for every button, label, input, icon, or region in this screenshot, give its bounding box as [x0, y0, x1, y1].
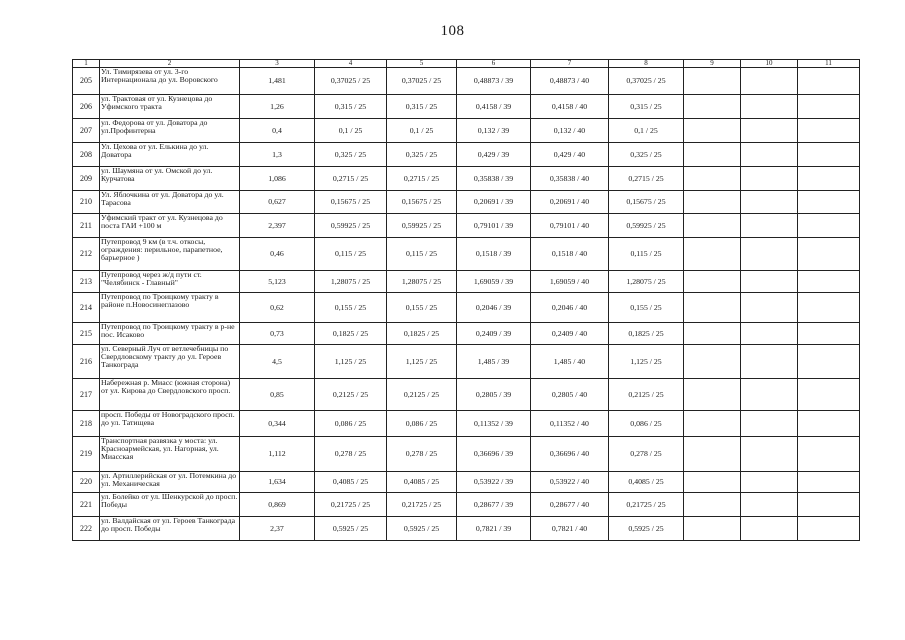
col8-value: 0,1 / 25 [609, 119, 684, 143]
table-row [73, 119, 860, 143]
col5-value: 0,155 / 25 [387, 293, 457, 323]
col6-value: 0,7821 / 39 [457, 517, 531, 541]
road-name: ул. Шаумяна от ул. Омской до ул. Курчатова [100, 167, 240, 191]
col11-value [798, 191, 860, 214]
col5-value: 1,28075 / 25 [387, 271, 457, 293]
column-header: 3 [240, 60, 315, 68]
col8-value: 1,125 / 25 [609, 345, 684, 379]
col10-value [741, 143, 798, 167]
row-number: 217 [73, 379, 100, 411]
col5-value: 0,086 / 25 [387, 411, 457, 437]
col11-value [798, 68, 860, 95]
col5-value: 0,59925 / 25 [387, 214, 457, 238]
col4-value: 0,4085 / 25 [315, 472, 387, 493]
road-name: ул. Федорова от ул. Доватора до ул.Профинтерна [100, 119, 240, 143]
col4-value: 0,2715 / 25 [315, 167, 387, 191]
length-value: 1,112 [240, 437, 315, 472]
col5-value: 0,1825 / 25 [387, 323, 457, 345]
row-number: 216 [73, 345, 100, 379]
col8-value: 0,15675 / 25 [609, 191, 684, 214]
col11-value [798, 493, 860, 517]
col7-value: 0,35838 / 40 [531, 167, 609, 191]
col6-value: 0,53922 / 39 [457, 472, 531, 493]
col8-value: 0,086 / 25 [609, 411, 684, 437]
col9-value [684, 167, 741, 191]
road-name: Путепровод через ж/д пути ст. "Челябинск - Главный" [100, 271, 240, 293]
col10-value [741, 191, 798, 214]
col7-value: 0,2805 / 40 [531, 379, 609, 411]
column-header: 5 [387, 60, 457, 68]
col5-value: 0,2125 / 25 [387, 379, 457, 411]
col6-value: 0,2046 / 39 [457, 293, 531, 323]
length-value: 0,344 [240, 411, 315, 437]
col11-value [798, 323, 860, 345]
col4-value: 0,59925 / 25 [315, 214, 387, 238]
col6-value: 0,429 / 39 [457, 143, 531, 167]
col9-value [684, 271, 741, 293]
col9-value [684, 345, 741, 379]
road-name: ул. Артиллерийская от ул. Потемкина до ул. Механическая [100, 472, 240, 493]
col11-value [798, 437, 860, 472]
col10-value [741, 271, 798, 293]
col5-value: 0,5925 / 25 [387, 517, 457, 541]
col5-value: 0,278 / 25 [387, 437, 457, 472]
col7-value: 0,4158 / 40 [531, 95, 609, 119]
table-row [73, 472, 860, 493]
table-row [73, 238, 860, 271]
table-row [73, 411, 860, 437]
table-row [73, 437, 860, 472]
column-header: 11 [798, 60, 860, 68]
col10-value [741, 379, 798, 411]
column-header: 4 [315, 60, 387, 68]
col7-value: 0,48873 / 40 [531, 68, 609, 95]
col8-value: 0,325 / 25 [609, 143, 684, 167]
col6-value: 0,2409 / 39 [457, 323, 531, 345]
col9-value [684, 238, 741, 271]
column-header: 6 [457, 60, 531, 68]
col7-value: 0,7821 / 40 [531, 517, 609, 541]
column-header: 10 [741, 60, 798, 68]
col5-value: 0,4085 / 25 [387, 472, 457, 493]
col11-value [798, 411, 860, 437]
road-name: Транспортная развязка у моста: ул. Красноармейская, ул. Нагорная, ул. Миасская [100, 437, 240, 472]
col8-value: 0,37025 / 25 [609, 68, 684, 95]
col10-value [741, 293, 798, 323]
col6-value: 0,36696 / 39 [457, 437, 531, 472]
table-row [73, 167, 860, 191]
col4-value: 0,37025 / 25 [315, 68, 387, 95]
road-name: Путепровод по Троицкому тракту в районе п.Новосинеглазово [100, 293, 240, 323]
col9-value [684, 379, 741, 411]
col5-value: 0,21725 / 25 [387, 493, 457, 517]
table-row [73, 379, 860, 411]
col10-value [741, 238, 798, 271]
length-value: 0,627 [240, 191, 315, 214]
col9-value [684, 472, 741, 493]
row-number: 214 [73, 293, 100, 323]
table-row [73, 95, 860, 119]
col10-value [741, 323, 798, 345]
table-row [73, 68, 860, 95]
col7-value: 0,36696 / 40 [531, 437, 609, 472]
col4-value: 0,1825 / 25 [315, 323, 387, 345]
col4-value: 0,2125 / 25 [315, 379, 387, 411]
col11-value [798, 271, 860, 293]
col10-value [741, 437, 798, 472]
row-number: 213 [73, 271, 100, 293]
col11-value [798, 143, 860, 167]
col8-value: 0,278 / 25 [609, 437, 684, 472]
col6-value: 0,79101 / 39 [457, 214, 531, 238]
col8-value: 0,315 / 25 [609, 95, 684, 119]
col6-value: 0,20691 / 39 [457, 191, 531, 214]
col11-value [798, 472, 860, 493]
road-name: ул. Трактовая от ул. Кузнецова до Уфимского тракта [100, 95, 240, 119]
col11-value [798, 293, 860, 323]
length-value: 5,123 [240, 271, 315, 293]
col8-value: 0,59925 / 25 [609, 214, 684, 238]
table-row [73, 517, 860, 541]
length-value: 1,481 [240, 68, 315, 95]
row-number: 210 [73, 191, 100, 214]
col9-value [684, 293, 741, 323]
col5-value: 0,115 / 25 [387, 238, 457, 271]
table-row [73, 293, 860, 323]
col5-value: 1,125 / 25 [387, 345, 457, 379]
col5-value: 0,315 / 25 [387, 95, 457, 119]
row-number: 220 [73, 472, 100, 493]
col7-value: 1,69059 / 40 [531, 271, 609, 293]
col4-value: 0,325 / 25 [315, 143, 387, 167]
col4-value: 0,315 / 25 [315, 95, 387, 119]
col8-value: 0,2125 / 25 [609, 379, 684, 411]
row-number: 205 [73, 68, 100, 95]
col8-value: 0,5925 / 25 [609, 517, 684, 541]
col9-value [684, 143, 741, 167]
column-header: 7 [531, 60, 609, 68]
row-number: 206 [73, 95, 100, 119]
road-name: ул. Болейко от ул. Шенкурской до просп. Победы [100, 493, 240, 517]
road-name: ул. Валдайская от ул. Героев Танкограда до просп. Победы [100, 517, 240, 541]
road-name: Набережная р. Миасс (южная сторона) от ул. Кирова до Свердловского просп. [100, 379, 240, 411]
col6-value: 0,35838 / 39 [457, 167, 531, 191]
road-name: Уфимский тракт от ул. Кузнецова до поста ГАИ +100 м [100, 214, 240, 238]
road-name: Ул. Яблочкина от ул. Доватора до ул. Тарасова [100, 191, 240, 214]
col11-value [798, 517, 860, 541]
col10-value [741, 345, 798, 379]
col10-value [741, 119, 798, 143]
col8-value: 0,115 / 25 [609, 238, 684, 271]
col10-value [741, 68, 798, 95]
road-name: Ул. Цехова от ул. Елькина до ул. Доватора [100, 143, 240, 167]
column-number-row [73, 60, 860, 68]
table-row [73, 323, 860, 345]
col7-value: 0,2046 / 40 [531, 293, 609, 323]
col9-value [684, 95, 741, 119]
col7-value: 1,485 / 40 [531, 345, 609, 379]
col9-value [684, 411, 741, 437]
table-body [73, 68, 860, 541]
row-number: 207 [73, 119, 100, 143]
row-number: 221 [73, 493, 100, 517]
road-name: Путепровод 9 км (в т.ч. откосы, ограждения: перильное, парапетное, барьерное ) [100, 238, 240, 271]
col6-value: 0,1518 / 39 [457, 238, 531, 271]
col9-value [684, 119, 741, 143]
col8-value: 0,2715 / 25 [609, 167, 684, 191]
length-value: 1,3 [240, 143, 315, 167]
col5-value: 0,1 / 25 [387, 119, 457, 143]
col9-value [684, 68, 741, 95]
col4-value: 0,086 / 25 [315, 411, 387, 437]
col7-value: 0,429 / 40 [531, 143, 609, 167]
column-header: 1 [73, 60, 100, 68]
column-header: 8 [609, 60, 684, 68]
length-value: 1,26 [240, 95, 315, 119]
road-name: Путепровод по Троицкому тракту в р-не пос. Исаково [100, 323, 240, 345]
col7-value: 0,20691 / 40 [531, 191, 609, 214]
road-name: ул. Северный Луч от ветлечебницы по Свердловскому тракту до ул. Героев Танкограда [100, 345, 240, 379]
col6-value: 0,48873 / 39 [457, 68, 531, 95]
col9-value [684, 214, 741, 238]
col6-value: 0,4158 / 39 [457, 95, 531, 119]
roads-table [72, 59, 860, 541]
col7-value: 0,132 / 40 [531, 119, 609, 143]
col10-value [741, 493, 798, 517]
column-header: 9 [684, 60, 741, 68]
col11-value [798, 167, 860, 191]
col8-value: 0,155 / 25 [609, 293, 684, 323]
col4-value: 0,155 / 25 [315, 293, 387, 323]
col9-value [684, 323, 741, 345]
row-number: 209 [73, 167, 100, 191]
col5-value: 0,15675 / 25 [387, 191, 457, 214]
row-number: 215 [73, 323, 100, 345]
col11-value [798, 95, 860, 119]
col7-value: 0,79101 / 40 [531, 214, 609, 238]
col6-value: 1,485 / 39 [457, 345, 531, 379]
col10-value [741, 517, 798, 541]
table-row [73, 214, 860, 238]
col11-value [798, 214, 860, 238]
col7-value: 0,53922 / 40 [531, 472, 609, 493]
col8-value: 1,28075 / 25 [609, 271, 684, 293]
col5-value: 0,2715 / 25 [387, 167, 457, 191]
col4-value: 0,5925 / 25 [315, 517, 387, 541]
table-row [73, 143, 860, 167]
col10-value [741, 167, 798, 191]
length-value: 0,46 [240, 238, 315, 271]
length-value: 1,634 [240, 472, 315, 493]
col11-value [798, 238, 860, 271]
row-number: 212 [73, 238, 100, 271]
length-value: 2,397 [240, 214, 315, 238]
row-number: 222 [73, 517, 100, 541]
col4-value: 0,21725 / 25 [315, 493, 387, 517]
col6-value: 0,2805 / 39 [457, 379, 531, 411]
col10-value [741, 472, 798, 493]
col5-value: 0,325 / 25 [387, 143, 457, 167]
col4-value: 0,1 / 25 [315, 119, 387, 143]
row-number: 218 [73, 411, 100, 437]
column-header: 2 [100, 60, 240, 68]
road-name: Ул. Тимирязева от ул. 3-го Интернационала до ул. Воровского [100, 68, 240, 95]
length-value: 2,37 [240, 517, 315, 541]
col11-value [798, 119, 860, 143]
page-number: 108 [440, 23, 465, 39]
col9-value [684, 437, 741, 472]
length-value: 0,62 [240, 293, 315, 323]
col4-value: 0,115 / 25 [315, 238, 387, 271]
table-row [73, 345, 860, 379]
col8-value: 0,21725 / 25 [609, 493, 684, 517]
length-value: 0,73 [240, 323, 315, 345]
col11-value [798, 345, 860, 379]
col6-value: 1,69059 / 39 [457, 271, 531, 293]
length-value: 1,086 [240, 167, 315, 191]
col7-value: 0,11352 / 40 [531, 411, 609, 437]
length-value: 4,5 [240, 345, 315, 379]
col8-value: 0,4085 / 25 [609, 472, 684, 493]
row-number: 208 [73, 143, 100, 167]
col6-value: 0,28677 / 39 [457, 493, 531, 517]
col4-value: 1,125 / 25 [315, 345, 387, 379]
col9-value [684, 517, 741, 541]
col8-value: 0,1825 / 25 [609, 323, 684, 345]
length-value: 0,869 [240, 493, 315, 517]
row-number: 211 [73, 214, 100, 238]
col4-value: 0,278 / 25 [315, 437, 387, 472]
table-row [73, 191, 860, 214]
table-row [73, 493, 860, 517]
col9-value [684, 191, 741, 214]
col6-value: 0,11352 / 39 [457, 411, 531, 437]
col10-value [741, 411, 798, 437]
table-row [73, 271, 860, 293]
length-value: 0,85 [240, 379, 315, 411]
col7-value: 0,28677 / 40 [531, 493, 609, 517]
road-name: просп. Победы от Новоградского просп. до ул. Татищева [100, 411, 240, 437]
length-value: 0,4 [240, 119, 315, 143]
col4-value: 0,15675 / 25 [315, 191, 387, 214]
col5-value: 0,37025 / 25 [387, 68, 457, 95]
col11-value [798, 379, 860, 411]
col7-value: 0,2409 / 40 [531, 323, 609, 345]
col9-value [684, 493, 741, 517]
col6-value: 0,132 / 39 [457, 119, 531, 143]
col4-value: 1,28075 / 25 [315, 271, 387, 293]
row-number: 219 [73, 437, 100, 472]
col7-value: 0,1518 / 40 [531, 238, 609, 271]
col10-value [741, 214, 798, 238]
col10-value [741, 95, 798, 119]
